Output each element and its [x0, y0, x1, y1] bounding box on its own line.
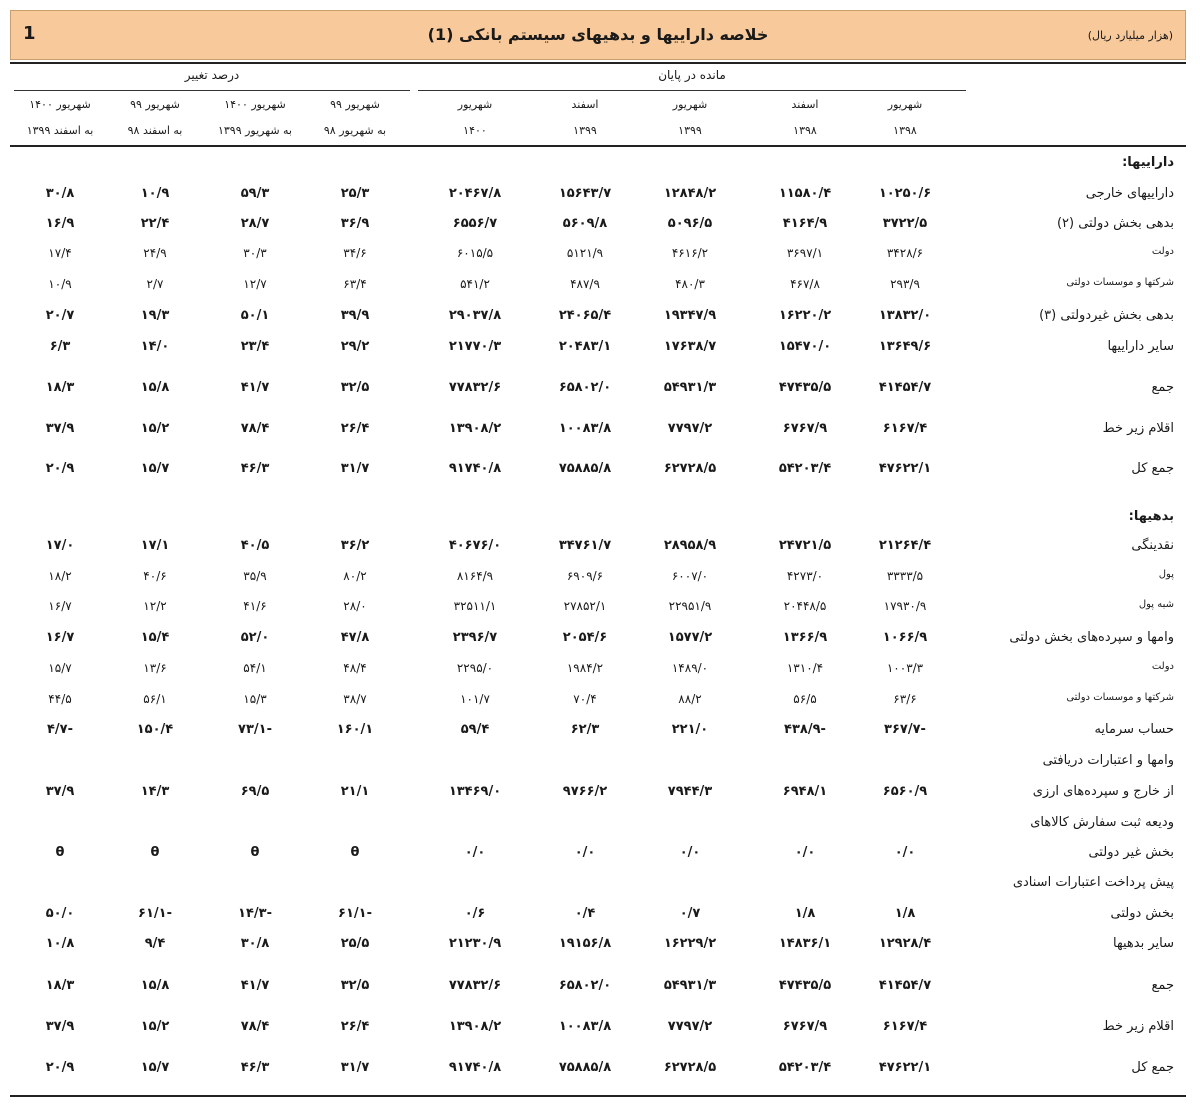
table-cell: ۲۰۵۴/۶: [562, 630, 608, 645]
row-label: شرکتها و موسسات دولتی: [1066, 692, 1174, 703]
table-cell: ۱۵/۸: [140, 380, 170, 395]
table-cell: θ: [55, 845, 65, 860]
table-cell: ۶۵۸۰۲/۰: [558, 380, 612, 395]
row-label: ودیعه ثبت سفارش کالاهای: [1030, 815, 1174, 830]
table-cell: ۷۷۸۳۲/۶: [448, 380, 502, 395]
table-cell: ۱۰۰۸۳/۸: [558, 1019, 612, 1034]
table-cell: ۳۱/۷: [340, 461, 370, 476]
table-cell: ۱۵۷۷/۲: [667, 630, 713, 645]
table-cell: ۷۵۸۸۵/۸: [558, 461, 612, 476]
table-cell: ۱۵۶۴۳/۷: [558, 186, 612, 201]
row-label: دولت: [1151, 661, 1174, 672]
table-cell: ۲۶/۴: [340, 1019, 370, 1034]
column-header-line2: ۱۳۹۹: [678, 124, 702, 137]
table-cell: ۱۳/۶: [143, 661, 167, 675]
table-cell: ۱۲/۲: [143, 599, 167, 613]
table-cell: ۲۷۸۵۲/۱: [563, 599, 607, 613]
row-label: از خارج و سپرده‌های ارزی: [1032, 784, 1174, 799]
table-cell: ۱۷۶۳۸/۷: [663, 339, 717, 354]
table-cell: ۶۹۰۹/۶: [566, 569, 604, 583]
table-cell: ۶۵۶۰/۹: [882, 784, 928, 799]
table-cell: ۲۹۰۳۷/۸: [448, 308, 502, 323]
table-cell: ۱۰۱/۷: [460, 692, 490, 706]
table-cell: ۲۸/۷: [240, 216, 270, 231]
table-cell: ۱۶/۷: [48, 599, 72, 613]
row-label: اقلام زیر خط: [1102, 421, 1174, 436]
table-cell: ۲۲/۴: [140, 216, 170, 231]
table-cell: ۵۴/۱: [243, 661, 267, 675]
table-cell: ۴۷۴۳۵/۵: [778, 978, 832, 993]
table-cell: ۴۸۷/۹: [570, 277, 600, 291]
table-cell: ۳۲/۵: [340, 978, 370, 993]
table-cell: ۵۰/۰: [45, 906, 75, 921]
row-label: شبه پول: [1138, 599, 1174, 610]
table-cell: ۵۶۰۹/۸: [562, 216, 608, 231]
table-cell: ۱۳۱۰/۴: [786, 661, 824, 675]
row-label: بخش دولتی: [1110, 906, 1174, 921]
table-cell: ۲۴/۹: [143, 246, 167, 260]
table-cell: ۲۶/۴: [340, 421, 370, 436]
table-cell: ۴۱۴۵۴/۷: [878, 978, 932, 993]
table-cell: ۸۱۶۴/۹: [456, 569, 494, 583]
table-cell: ۱۵۰/۴: [136, 722, 174, 737]
table-cell: ۱۲۹۲۸/۴: [878, 936, 932, 951]
table-cell: ۳۷/۹: [45, 1019, 75, 1034]
table-cell: ۶۷۶۷/۹: [782, 421, 828, 436]
row-label: جمع: [1151, 978, 1174, 993]
table-cell: ۲۰/۹: [45, 461, 75, 476]
table-cell: ۱۵/۷: [48, 661, 72, 675]
table-cell: ۴۷/۸: [340, 630, 370, 645]
table-title: خلاصه داراییها و بدهیهای سیستم بانکی (1): [427, 25, 769, 44]
table-cell: ۱۳۹۰۸/۲: [448, 421, 502, 436]
table-cell: ۵۴۲۰۳/۴: [778, 1060, 832, 1075]
table-cell: ۵۲/۰: [240, 630, 270, 645]
table-cell: ۱۷/۰: [45, 538, 75, 553]
table-cell: ۲۴۰۶۵/۴: [558, 308, 612, 323]
table-cell: ۴۰۶۷۶/۰: [448, 538, 502, 553]
row-label: جمع کل: [1131, 461, 1174, 476]
table-cell: ۱۵/۷: [140, 1060, 170, 1075]
table-cell: ۱۲/۷: [243, 277, 267, 291]
table-cell: ۴۰/۶: [143, 569, 167, 583]
table-cell: ۱۶۲۲۹/۲: [663, 936, 717, 951]
table-cell: ۳۲۵۱۱/۱: [453, 599, 497, 613]
table-cell: ۵۱۲۱/۹: [566, 246, 604, 260]
table-cell: ۷۵۸۸۵/۸: [558, 1060, 612, 1075]
table-cell: ۳۹/۹: [340, 308, 370, 323]
column-header-line1: شهریور ۹۹: [130, 98, 180, 111]
table-cell: ۱۹۸۴/۲: [566, 661, 604, 675]
table-cell: ۶۷۶۷/۹: [782, 1019, 828, 1034]
table-cell: ۶۰۰۷/۰: [671, 569, 709, 583]
table-cell: ۲۵/۵: [340, 936, 370, 951]
row-label: بدهی بخش دولتی (۲): [1056, 216, 1174, 231]
column-header-line2: ۱۴۰۰: [463, 124, 487, 137]
column-header-line2: ۱۳۹۹: [573, 124, 597, 137]
table-cell: ۵۰۹۶/۵: [667, 216, 713, 231]
column-header-line1: شهریور ۱۴۰۰: [224, 98, 286, 111]
table-cell: ۱۳۹۰۸/۲: [448, 1019, 502, 1034]
table-cell: ۳۷۲۲/۵: [882, 216, 928, 231]
table-cell: ۹۷۶۶/۲: [562, 784, 608, 799]
table-cell: ۶۳/۶: [893, 692, 917, 706]
table-cell: ۱۵/۸: [140, 978, 170, 993]
table-cell: ۱۶/۹: [45, 216, 75, 231]
table-cell: ۱/۸: [794, 906, 816, 921]
table-cell: ۴۶۷/۸: [790, 277, 820, 291]
table-cell: ۳۰/۸: [240, 936, 270, 951]
table-cell: ۶۵۸۰۲/۰: [558, 978, 612, 993]
table-cell: ۲/۷: [146, 277, 164, 291]
table-cell: ۲۰۴۸۳/۱: [558, 339, 612, 354]
table-cell: ۲۹۳/۹: [890, 277, 920, 291]
table-cell: ۴۷۶۲۲/۱: [878, 1060, 932, 1075]
table-cell: ۶۱۶۷/۴: [882, 421, 928, 436]
column-header-line2: به اسفند ۹۸: [127, 124, 183, 137]
row-label: وامها و اعتبارات دریافتی: [1042, 753, 1174, 768]
table-cell: ۱۳۶۶/۹: [782, 630, 828, 645]
table-cell: ۲۰/۹: [45, 1060, 75, 1075]
table-cell: -۷۳/۱: [238, 722, 272, 737]
table-cell: ۱۲۸۴۸/۲: [663, 186, 717, 201]
table-cell: ۳۷/۹: [45, 421, 75, 436]
table-cell: ۷۷۹۷/۲: [667, 1019, 713, 1034]
table-cell: ۴۸/۴: [343, 661, 367, 675]
table-cell: ۰/۰: [679, 845, 701, 860]
table-cell: ۳۶/۲: [340, 538, 370, 553]
table-cell: ۰/۰: [464, 845, 486, 860]
section-heading: بدهیها:: [1128, 509, 1174, 524]
table-cell: ۱۰۰۳/۳: [886, 661, 924, 675]
table-cell: ۳۵/۹: [243, 569, 267, 583]
table-cell: ۰/۰: [894, 845, 916, 860]
group-underline-balance: [418, 90, 966, 91]
table-cell: ۲۵/۳: [340, 186, 370, 201]
table-cell: ۱۰/۸: [45, 936, 75, 951]
row-label: جمع کل: [1131, 1060, 1174, 1075]
table-cell: ۵۹/۴: [460, 722, 490, 737]
table-cell: ۱۳۶۴۹/۶: [878, 339, 932, 354]
row-label: اقلام زیر خط: [1102, 1019, 1174, 1034]
column-header-line1: اسفند: [791, 98, 819, 111]
table-cell: ۱۶۰/۱: [336, 722, 374, 737]
table-cell: ۴۱۶۴/۹: [782, 216, 828, 231]
table-cell: ۸۰/۲: [343, 569, 367, 583]
table-cell: ۴۴/۵: [48, 692, 72, 706]
table-cell: ۳۳۳۳/۵: [886, 569, 924, 583]
column-header-line2: ۱۳۹۸: [893, 124, 917, 137]
table-cell: ۱۰/۹: [48, 277, 72, 291]
column-header-line1: اسفند: [571, 98, 599, 111]
table-cell: ۱۰۲۵۰/۶: [878, 186, 932, 201]
table-cell: ۶۹۴۸/۱: [782, 784, 828, 799]
table-cell: ۱۵/۷: [140, 461, 170, 476]
table-cell: ۷۸/۴: [240, 421, 270, 436]
table-cell: ۱۶/۷: [45, 630, 75, 645]
group-header-change: درصد تغییر: [184, 68, 240, 82]
table-cell: ۴۶/۳: [240, 1060, 270, 1075]
table-cell: ۳۶/۹: [340, 216, 370, 231]
table-cell: ۲۲۹۵/۰: [456, 661, 494, 675]
table-cell: ۰/۶: [464, 906, 486, 921]
table-cell: ۵۴۹۳۱/۳: [663, 380, 717, 395]
table-cell: ۳۰/۸: [45, 186, 75, 201]
table-cell: ۱۴/۳: [140, 784, 170, 799]
row-label: وامها و سپرده‌های بخش دولتی: [1009, 630, 1174, 645]
table-cell: -۶۱/۱: [138, 906, 172, 921]
table-cell: ۵۹/۳: [240, 186, 270, 201]
table-cell: -۱۴/۳: [238, 906, 272, 921]
table-cell: θ: [350, 845, 360, 860]
table-cell: ۵۴۹۳۱/۳: [663, 978, 717, 993]
table-cell: ۷۸/۴: [240, 1019, 270, 1034]
table-cell: ۷۷۹۷/۲: [667, 421, 713, 436]
table-cell: ۱۵/۴: [140, 630, 170, 645]
table-cell: ۱۶۲۲۰/۲: [778, 308, 832, 323]
table-cell: ۴۱/۶: [243, 599, 267, 613]
row-label: دولت: [1151, 246, 1174, 257]
table-cell: ۱۸/۳: [45, 380, 75, 395]
table-cell: ۲۰۴۴۸/۵: [783, 599, 827, 613]
table-cell: ۴۲۷۳/۰: [786, 569, 824, 583]
group-underline-change: [14, 90, 410, 91]
column-header-line2: به شهریور ۱۳۹۹: [217, 124, 292, 137]
table-cell: ۳۷/۹: [45, 784, 75, 799]
row-label: نقدینگی: [1131, 538, 1174, 553]
table-cell: -۴/۷: [46, 722, 74, 737]
table-cell: ۱۷۹۳۰/۹: [883, 599, 927, 613]
table-cell: ۱۸/۳: [45, 978, 75, 993]
table-cell: ۱۵/۲: [140, 421, 170, 436]
table-cell: ۴۶۱۶/۲: [671, 246, 709, 260]
table-cell: ۳۴۷۶۱/۷: [558, 538, 612, 553]
table-cell: ۲۹/۲: [340, 339, 370, 354]
table-cell: ۲۸/۰: [343, 599, 367, 613]
table-cell: ۱۸/۲: [48, 569, 72, 583]
table-cell: ۱۰۶۶/۹: [882, 630, 928, 645]
table-cell: ۶۲۷۲۸/۵: [663, 1060, 717, 1075]
table-cell: ۱۵۴۷۰/۰: [778, 339, 832, 354]
table-cell: ۲۴۷۲۱/۵: [778, 538, 832, 553]
table-cell: ۰/۰: [574, 845, 596, 860]
table-cell: ۲۰/۷: [45, 308, 75, 323]
table-cell: ۵۶/۱: [143, 692, 167, 706]
table-cell: ۶۵۵۶/۷: [452, 216, 498, 231]
table-cell: θ: [250, 845, 260, 860]
table-cell: ۴۶/۳: [240, 461, 270, 476]
table-cell: ۱۷/۱: [140, 538, 170, 553]
table-cell: ۴۱/۷: [240, 380, 270, 395]
table-cell: ۱۳۴۶۹/۰: [448, 784, 502, 799]
column-header-line1: شهریور: [457, 98, 493, 111]
table-cell: ۱۹۱۵۶/۸: [558, 936, 612, 951]
column-header-line1: شهریور: [672, 98, 708, 111]
table-cell: ۷۷۸۳۲/۶: [448, 978, 502, 993]
table-cell: ۳۸/۷: [343, 692, 367, 706]
column-header-line1: شهریور: [887, 98, 923, 111]
table-cell: ۳۲/۵: [340, 380, 370, 395]
header-rule: [10, 145, 1186, 147]
table-cell: ۹/۴: [144, 936, 166, 951]
table-cell: ۶۰۱۵/۵: [456, 246, 494, 260]
table-cell: ۳۴۲۸/۶: [886, 246, 924, 260]
table-cell: ۲۳/۴: [240, 339, 270, 354]
column-header-line2: ۱۳۹۸: [793, 124, 817, 137]
table-cell: ۲۰۴۶۷/۸: [448, 186, 502, 201]
table-cell: ۲۱۲۶۴/۴: [878, 538, 932, 553]
column-header-line1: شهریور ۱۴۰۰: [29, 98, 91, 111]
table-cell: ۴۸۰/۳: [675, 277, 705, 291]
row-label: داراییهای خارجی: [1085, 186, 1174, 201]
row-label: سایر داراییها: [1107, 339, 1174, 354]
table-cell: ۵۴۱/۲: [460, 277, 490, 291]
table-cell: ۶۱۶۷/۴: [882, 1019, 928, 1034]
top-rule: [10, 62, 1186, 64]
column-header-line2: به اسفند ۱۳۹۹: [26, 124, 94, 137]
table-cell: ۱۴۸۹/۰: [671, 661, 709, 675]
table-cell: ۲۱۲۳۰/۹: [448, 936, 502, 951]
row-label: بخش غیر دولتی: [1088, 845, 1174, 860]
row-label: بدهی بخش غیردولتی (۳): [1039, 308, 1174, 323]
bottom-rule: [10, 1095, 1186, 1097]
group-header-balance: مانده در پایان: [658, 68, 726, 82]
table-cell: ۶/۳: [49, 339, 71, 354]
table-cell: -۴۳۸/۹: [784, 722, 826, 737]
table-cell: ۹۱۷۴۰/۸: [448, 1060, 502, 1075]
table-cell: ۴۱/۷: [240, 978, 270, 993]
unit-label: (هزار میلیارد ریال): [1087, 29, 1173, 42]
table-cell: ۶۲۷۲۸/۵: [663, 461, 717, 476]
row-label: حساب سرمایه: [1094, 722, 1174, 737]
table-cell: ۶۲/۳: [570, 722, 600, 737]
table-cell: ۵۶/۵: [793, 692, 817, 706]
table-cell: ۴۷۴۳۵/۵: [778, 380, 832, 395]
table-cell: ۰/۴: [574, 906, 596, 921]
table-cell: ۵۰/۱: [240, 308, 270, 323]
table-number: 1: [23, 23, 36, 44]
table-cell: ۳۰/۳: [243, 246, 267, 260]
table-cell: -۶۱/۱: [338, 906, 372, 921]
row-label: شرکتها و موسسات دولتی: [1066, 277, 1174, 288]
table-cell: ۱/۸: [894, 906, 916, 921]
table-cell: ۴۷۶۲۲/۱: [878, 461, 932, 476]
table-cell: ۱۵/۲: [140, 1019, 170, 1034]
table-cell: ۲۲۹۵۱/۹: [668, 599, 712, 613]
table-cell: -۳۶۷/۷: [884, 722, 926, 737]
table-cell: ۱۰۰۸۳/۸: [558, 421, 612, 436]
table-cell: ۱۴۸۳۶/۱: [778, 936, 832, 951]
table-cell: ۸۸/۲: [678, 692, 702, 706]
title-bar: [10, 10, 1186, 60]
table-cell: ۴۱۴۵۴/۷: [878, 380, 932, 395]
table-cell: ۱۹۳۴۷/۹: [663, 308, 717, 323]
table-cell: ۲۱/۱: [340, 784, 370, 799]
table-cell: ۳۶۹۷/۱: [786, 246, 824, 260]
table-cell: ۱۰/۹: [140, 186, 170, 201]
table-cell: ۴۰/۵: [240, 538, 270, 553]
table-cell: ۲۸۹۵۸/۹: [663, 538, 717, 553]
table-cell: ۰/۷: [679, 906, 701, 921]
row-label: پیش پرداخت اعتبارات اسنادی: [1012, 875, 1174, 890]
table-cell: ۱۱۵۸۰/۴: [778, 186, 832, 201]
table-cell: ۲۱۷۷۰/۳: [448, 339, 502, 354]
table-cell: ۷۹۴۴/۳: [667, 784, 713, 799]
table-cell: ۶۹/۵: [240, 784, 270, 799]
column-header-line2: به شهریور ۹۸: [323, 124, 387, 137]
table-cell: ۲۳۹۶/۷: [452, 630, 498, 645]
row-label: پول: [1158, 569, 1174, 580]
table-cell: ۱۷/۴: [48, 246, 72, 260]
table-cell: ۰/۰: [794, 845, 816, 860]
table-cell: ۱۳۸۳۲/۰: [878, 308, 932, 323]
table-cell: ۳۱/۷: [340, 1060, 370, 1075]
row-label: سایر بدهیها: [1113, 936, 1174, 951]
table-cell: ۲۲۱/۰: [671, 722, 709, 737]
table-cell: ۳۴/۶: [343, 246, 367, 260]
section-heading: داراییها:: [1122, 155, 1174, 170]
table-cell: ۱۴/۰: [140, 339, 170, 354]
table-cell: ۱۵/۳: [243, 692, 267, 706]
table-cell: θ: [150, 845, 160, 860]
table-cell: ۱۹/۳: [140, 308, 170, 323]
column-header-line1: شهریور ۹۹: [330, 98, 380, 111]
row-label: جمع: [1151, 380, 1174, 395]
table-cell: ۵۴۲۰۳/۴: [778, 461, 832, 476]
table-cell: ۷۰/۴: [573, 692, 597, 706]
table-cell: ۶۳/۴: [343, 277, 367, 291]
table-cell: ۹۱۷۴۰/۸: [448, 461, 502, 476]
